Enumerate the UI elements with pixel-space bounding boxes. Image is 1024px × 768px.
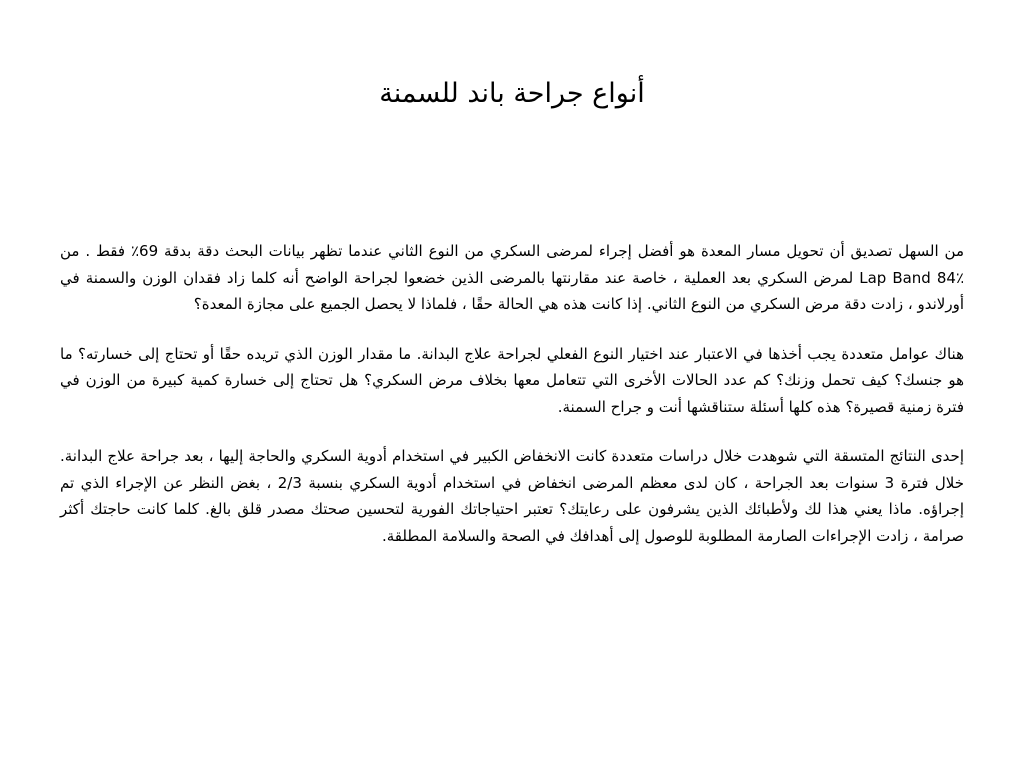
body-paragraph-1: من السهل تصديق أن تحويل مسار المعدة هو أفضل إجراء لمرضى السكري من النوع الثاني عندما تظهر بيانات البحث دقة بدقة 69٪ فقط . من Lap Band 84٪ لمرض السكري بعد العملية ، خاصة عند مقارنتها بالمرضى الذين خضعوا لجراحة الواضح أنه كلما زاد فقدان الوزن والسمنة في أورلاندو ، زادت دقة مرض السكري من النوع الثاني. إذا كانت هذه هي الحالة حقًا ، فلماذا لا يحصل الجميع على مجازة المعدة؟ [60, 242, 964, 313]
slide-title: أنواع جراحة باند للسمنة [379, 78, 645, 109]
body-paragraph-3: إحدى النتائج المتسقة التي شوهدت خلال دراسات متعددة كانت الانخفاض الكبير في استخدام أدوية السكري والحاجة إليها ، بعد جراحة علاج البدانة. خلال فترة 3 سنوات بعد الجراحة ، كان لدى معظم المرضى انخفاض في استخدام أدوية السكري بنسبة 2/3 ، بغض النظر عن الإجراء الذي تم إجراؤه. ماذا يعني هذا لك ولأطبائك الذين يشرفون على رعايتك؟ تعتبر احتياجاتك الفورية لتحسين صحتك مصدر قلق بالغ. كلما كانت حاجتك أكثر صرامة ، زادت الإجراءات الصارمة المطلوبة للوصول إلى أهدافك في الصحة والسلامة المطلقة. [60, 447, 964, 545]
body-paragraph-2: هناك عوامل متعددة يجب أخذها في الاعتبار عند اختيار النوع الفعلي لجراحة علاج البدانة. ما مقدار الوزن الذي تريده حقًا أو تحتاج إلى خسارته؟ ما هو جنسك؟ كيف تحمل وزنك؟ كم عدد الحالات الأخرى التي تتعامل معها بخلاف مرض السكري؟ هل تحتاج إلى خسارة كمية كبيرة من الوزن في فترة زمنية قصيرة؟ هذه كلها أسئلة ستناقشها أنت و جراح السمنة. [60, 344, 964, 416]
slide-body [60, 238, 964, 549]
